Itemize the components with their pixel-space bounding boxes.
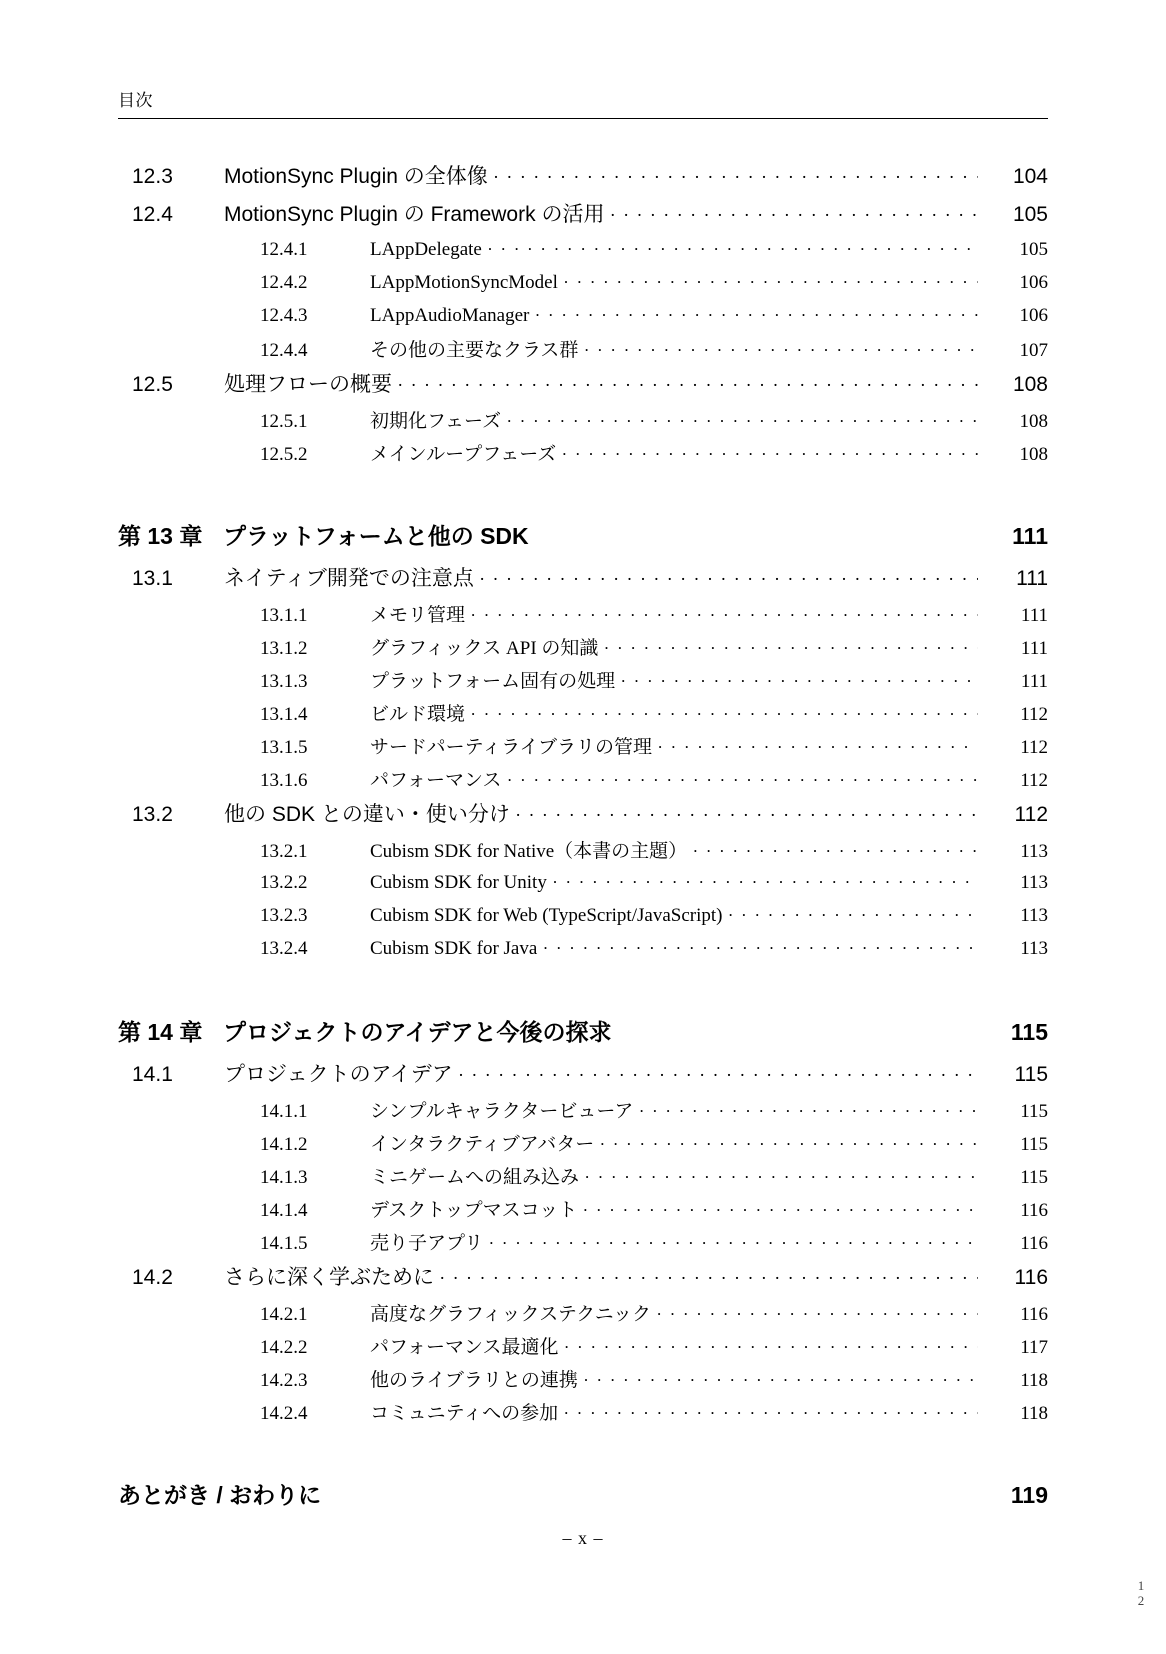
toc-entry-subsection[interactable]	[118, 1195, 1048, 1228]
toc-entry-title: LAppMotionSyncModel	[370, 272, 558, 293]
toc-entry-page-number: 111	[1020, 638, 1048, 659]
running-head-label: 目次	[118, 91, 153, 110]
running-head	[118, 86, 1048, 119]
toc-entry-title: コミュニティへの参加	[370, 1403, 559, 1424]
toc-entry-number: 13.2.3	[260, 905, 308, 926]
toc-leader-dots	[693, 838, 978, 857]
toc-leader-dots	[584, 1367, 978, 1386]
toc-entry-chapter[interactable]	[118, 518, 1048, 562]
toc-entry-title: 他のライブラリとの連携	[370, 1370, 578, 1391]
toc-entry-page-number: 106	[1019, 272, 1048, 293]
toc-leader-dots	[562, 441, 978, 460]
toc-entry-page-number: 116	[1014, 1266, 1048, 1289]
toc-entry-page-number: 108	[1019, 444, 1048, 465]
toc-entry-subsection[interactable]	[118, 732, 1048, 765]
toc-entry-title: さらに深く学ぶために	[224, 1266, 434, 1289]
toc-entry-title: メインループフェーズ	[370, 444, 557, 465]
toc-entry-backmatter[interactable]	[118, 1477, 1048, 1521]
toc-entry-number: 13.1.5	[260, 737, 308, 758]
toc-leader-dots	[584, 337, 978, 356]
toc-entry-title: 初期化フェーズ	[370, 411, 502, 432]
toc-leader-dots	[564, 1400, 978, 1419]
toc-entry-number: 14.1.1	[260, 1101, 308, 1122]
toc-entry-page-number: 112	[1020, 704, 1048, 725]
toc-entry-number: 13.2.4	[260, 938, 308, 959]
toc-entry-title: ミニゲームへの組み込み	[370, 1167, 580, 1188]
toc-entry-section[interactable]	[118, 1058, 1048, 1096]
toc-entry-page-number: 115	[1020, 1101, 1048, 1122]
toc-leader-dots	[507, 767, 978, 786]
toc-leader-dots	[494, 162, 978, 183]
toc-leader-dots	[471, 602, 978, 621]
toc-entry-subsection[interactable]	[118, 1299, 1048, 1332]
toc-leader-dots	[728, 902, 978, 921]
toc-leader-dots	[516, 800, 978, 821]
toc-entry-subsection[interactable]	[118, 269, 1048, 302]
toc-entry-page-number: 113	[1020, 938, 1048, 959]
toc-entry-section[interactable]	[118, 1261, 1048, 1299]
toc-entry-subsection[interactable]	[118, 1332, 1048, 1365]
toc-entry-subsection[interactable]	[118, 439, 1048, 472]
toc-entry-page-number: 115	[1020, 1167, 1048, 1188]
toc-leader-dots	[639, 1098, 978, 1117]
toc-entry-number: 14.1.2	[260, 1134, 308, 1155]
toc-entry-page-number: 116	[1020, 1304, 1048, 1325]
toc-entry-section[interactable]	[118, 198, 1048, 236]
toc-entry-title: 処理フローの概要	[224, 373, 392, 396]
toc-leader-dots	[489, 1230, 978, 1249]
toc-entry-number: 12.4	[132, 203, 173, 226]
toc-entry-number: 13.1.1	[260, 605, 308, 626]
toc-entry-page-number: 107	[1019, 340, 1048, 361]
toc-entry-title: MotionSync Plugin の全体像	[224, 165, 488, 188]
toc-entry-number: 14.2.2	[260, 1337, 308, 1358]
toc-leader-dots	[488, 236, 978, 255]
toc-entry-title: パフォーマンス	[370, 770, 502, 791]
toc-entry-number: 13.1.3	[260, 671, 308, 692]
toc-entry-title: プラットフォーム固有の処理	[370, 671, 616, 692]
toc-entry-page-number: 112	[1020, 770, 1048, 791]
toc-entry-page-number: 115	[1014, 1063, 1048, 1086]
toc-entry-title: プラットフォームと他の SDK	[223, 523, 529, 549]
toc-entry-number: 第 13 章	[118, 523, 203, 549]
toc-entry-title: サードパーティライブラリの管理	[370, 737, 652, 758]
toc-entry-page-number: 113	[1020, 872, 1048, 893]
toc-entry-section[interactable]	[118, 562, 1048, 600]
toc-entry-number: 14.2.4	[260, 1403, 308, 1424]
running-head-rule	[118, 118, 1048, 119]
toc-entry-number: 14.2	[132, 1266, 173, 1289]
toc-entry-subsection[interactable]	[118, 666, 1048, 699]
toc-entry-title: MotionSync Plugin の Framework の活用	[224, 203, 605, 226]
toc-entry-subsection[interactable]	[118, 765, 1048, 798]
toc-entry-page-number: 104	[1012, 165, 1048, 188]
toc-entry-subsection[interactable]	[118, 699, 1048, 732]
toc-entry-subsection[interactable]	[118, 1129, 1048, 1162]
toc-entry-section[interactable]	[118, 368, 1048, 406]
toc-entry-title: ビルド環境	[370, 704, 466, 725]
toc-entry-page-number: 112	[1020, 737, 1048, 758]
toc-entry-number: 13.2	[132, 803, 173, 826]
toc-entry-title: プロジェクトのアイデア	[224, 1063, 453, 1086]
toc-leader-dots	[610, 200, 978, 221]
toc-entry-page-number: 117	[1020, 1337, 1048, 1358]
toc-entry-title: デスクトップマスコット	[370, 1200, 578, 1221]
toc-entry-page-number: 111	[1012, 523, 1048, 549]
toc-entry-number: 14.1.4	[260, 1200, 308, 1221]
toc-entry-number: 12.4.2	[260, 272, 308, 293]
toc-entry-page-number: 118	[1020, 1370, 1048, 1391]
toc-entry-number: 14.1.5	[260, 1233, 308, 1254]
toc-entry-title: インタラクティブアバター	[370, 1134, 595, 1155]
toc-entry-page-number: 115	[1010, 1019, 1049, 1045]
toc-entry-number: 14.2.1	[260, 1304, 308, 1325]
toc-entry-title: 高度なグラフィックステクニック	[370, 1304, 652, 1325]
toc-entry-title: Cubism SDK for Web (TypeScript/JavaScript)	[370, 905, 723, 926]
toc-entry-title: Cubism SDK for Unity	[370, 872, 547, 893]
toc-entry-page-number: 112	[1014, 803, 1048, 826]
toc-entry-section[interactable]	[118, 160, 1048, 198]
toc-entry-subsection[interactable]	[118, 935, 1048, 968]
toc-entry-title: LAppAudioManager	[370, 305, 530, 326]
toc-entry-subsection[interactable]	[118, 236, 1048, 269]
toc-leader-dots	[471, 701, 978, 720]
toc-entry-number: 14.2.3	[260, 1370, 308, 1391]
toc-entry-number: 13.1.6	[260, 770, 308, 791]
toc-leader-dots	[564, 269, 978, 288]
toc-entry-number: 13.1.2	[260, 638, 308, 659]
toc-entry-number: 12.4.3	[260, 305, 308, 326]
toc-entry-number: 12.4.1	[260, 239, 308, 260]
toc-entry-title: ネイティブ開発での注意点	[224, 567, 474, 590]
toc-entry-number: 12.4.4	[260, 340, 308, 361]
toc-leader-dots	[604, 635, 978, 654]
toc-entry-subsection[interactable]	[118, 335, 1048, 368]
toc-entry-page-number: 111	[1020, 671, 1048, 692]
toc-entry-number: 12.5	[132, 373, 173, 396]
toc-leader-dots	[600, 1131, 978, 1150]
toc-entry-number: 13.2.2	[260, 872, 308, 893]
toc-entry-number: 12.5.1	[260, 411, 308, 432]
toc-entry-subsection[interactable]	[118, 302, 1048, 335]
toc-entry-title: グラフィックス API の知識	[370, 638, 599, 659]
toc-leader-dots	[657, 1301, 978, 1320]
toc-entry-page-number: 118	[1020, 1403, 1048, 1424]
toc-leader-dots	[553, 869, 978, 888]
toc-entry-title: シンプルキャラクタービューア	[370, 1101, 634, 1122]
toc-entry-title: メモリ管理	[370, 605, 466, 626]
toc-entry-number: 12.5.2	[260, 444, 308, 465]
toc-entry-subsection[interactable]	[118, 836, 1048, 869]
toc-entry-title: Cubism SDK for Native（本書の主題）	[370, 841, 688, 862]
toc-entry-title: その他の主要なクラス群	[370, 340, 579, 361]
edge-marker-line-1: 1	[1137, 1578, 1145, 1593]
toc-entry-page-number: 111	[1020, 605, 1048, 626]
edge-marker-line-2: 2	[1137, 1593, 1145, 1608]
toc-leader-dots	[507, 408, 978, 427]
toc-leader-dots	[480, 564, 978, 585]
toc-entry-number: 14.1	[132, 1063, 173, 1086]
toc-entry-page-number: 108	[1019, 411, 1048, 432]
page-folio: – x –	[562, 1528, 604, 1548]
toc-entry-page-number: 108	[1012, 373, 1048, 396]
toc-entry-page-number: 113	[1020, 905, 1048, 926]
toc-entry-number: 14.1.3	[260, 1167, 308, 1188]
toc-leader-dots	[543, 935, 978, 954]
toc-entry-page-number: 115	[1020, 1134, 1048, 1155]
toc-entry-page-number: 119	[1010, 1482, 1049, 1508]
toc-leader-dots	[398, 370, 978, 391]
toc-entry-title: 他の SDK との違い・使い分け	[224, 803, 510, 826]
toc-leader-dots	[658, 734, 978, 753]
toc-entry-title: Cubism SDK for Java	[370, 938, 538, 959]
toc-entry-number: 13.2.1	[260, 841, 308, 862]
toc-entry-subsection[interactable]	[118, 1398, 1048, 1431]
toc-leader-dots	[585, 1164, 978, 1183]
toc-entry-subsection[interactable]	[118, 633, 1048, 666]
toc-entry-subsection[interactable]	[118, 600, 1048, 633]
toc-entry-section[interactable]	[118, 798, 1048, 836]
toc-entry-number: 第 14 章	[118, 1019, 203, 1045]
toc-entry-title: プロジェクトのアイデアと今後の探求	[223, 1019, 612, 1045]
toc-entry-subsection[interactable]	[118, 902, 1048, 935]
edge-thumb-marker	[1132, 1578, 1150, 1608]
toc-leader-dots	[535, 302, 978, 321]
toc-entry-number: 12.3	[132, 165, 173, 188]
toc-entry-subsection[interactable]	[118, 869, 1048, 902]
toc-entry-title: 売り子アプリ	[370, 1233, 484, 1254]
table-of-contents-list	[118, 160, 1048, 1521]
toc-entry-subsection[interactable]	[118, 1228, 1048, 1261]
toc-leader-dots	[440, 1263, 978, 1284]
toc-entry-page-number: 116	[1020, 1233, 1048, 1254]
toc-entry-title: LAppDelegate	[370, 239, 482, 260]
toc-leader-dots	[459, 1060, 978, 1081]
toc-entry-page-number: 105	[1019, 239, 1048, 260]
toc-entry-number: 13.1.4	[260, 704, 308, 725]
toc-entry-title: あとがき / おわりに	[118, 1482, 322, 1508]
toc-entry-page-number: 116	[1020, 1200, 1048, 1221]
toc-entry-subsection[interactable]	[118, 1162, 1048, 1195]
toc-entry-subsection[interactable]	[118, 1365, 1048, 1398]
toc-leader-dots	[564, 1334, 978, 1353]
toc-entry-subsection[interactable]	[118, 406, 1048, 439]
toc-entry-title: パフォーマンス最適化	[370, 1337, 559, 1358]
toc-entry-page-number: 105	[1012, 203, 1048, 226]
toc-entry-page-number: 113	[1020, 841, 1048, 862]
toc-entry-subsection[interactable]	[118, 1096, 1048, 1129]
toc-entry-page-number: 106	[1019, 305, 1048, 326]
toc-leader-dots	[583, 1197, 978, 1216]
toc-entry-number: 13.1	[132, 567, 173, 590]
toc-leader-dots	[621, 668, 978, 687]
toc-entry-chapter[interactable]	[118, 1014, 1048, 1058]
toc-entry-page-number: 111	[1016, 567, 1048, 590]
